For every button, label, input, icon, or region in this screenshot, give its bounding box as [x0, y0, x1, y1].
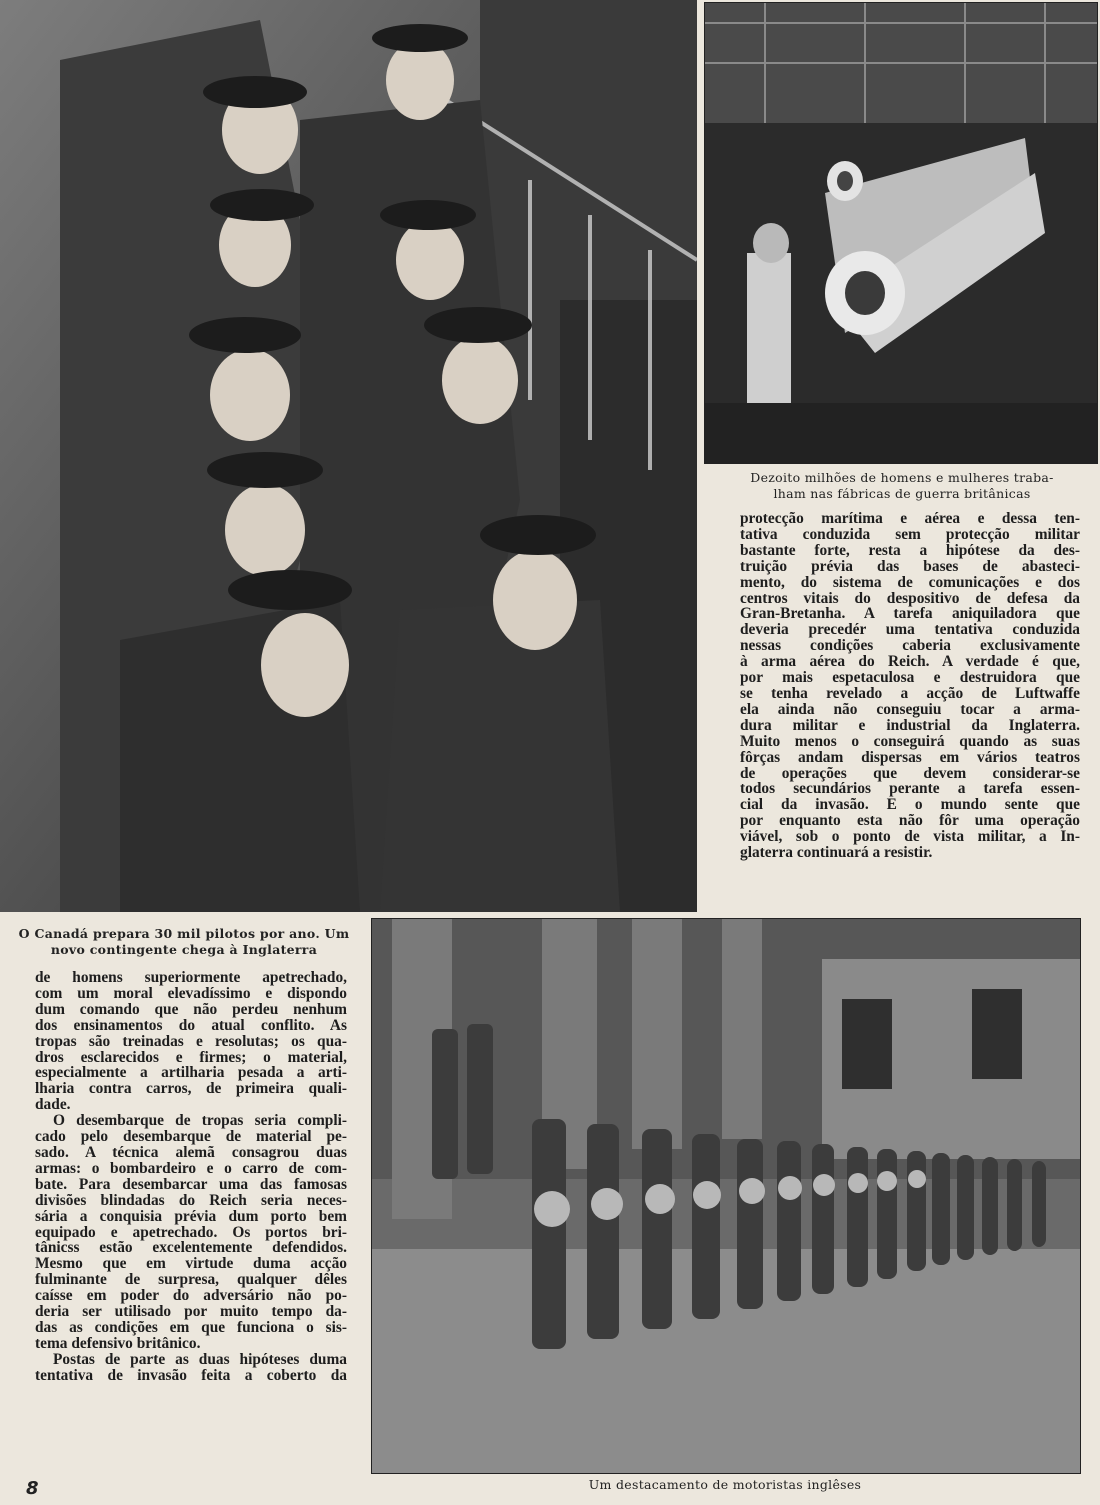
- text-line: tânicss estão excelentemente defendidos.: [35, 1239, 347, 1257]
- text-line: tropas são treinadas e resolutas; os qua-: [35, 1032, 347, 1050]
- text-line: fulminante de surpresa, qualquer dêles: [35, 1271, 347, 1289]
- text-line: dade.: [35, 1096, 71, 1114]
- text-line: sado. A técnica alemã consagrou duas: [35, 1143, 347, 1161]
- text-line: glaterra continuará a resistir.: [740, 844, 933, 862]
- text-line: de homens superiormente apetrechado,: [35, 969, 347, 986]
- text-line: armas: o bombardeiro e o carro de com-: [35, 1159, 347, 1177]
- article-paragraph: [35, 970, 347, 1113]
- text-line: dos ensinamentos do atual conflito. As: [35, 1016, 347, 1034]
- text-line: cado pelo desembarque de material pe-: [35, 1128, 347, 1146]
- article-paragraph: [740, 511, 1080, 861]
- text-line: por enquanto esta não fôr uma operação: [740, 812, 1080, 830]
- text-line: se tenha revelado a acção de Luftwaffe: [740, 684, 1080, 702]
- text-line: O desembarque de tropas seria compli-: [53, 1112, 347, 1130]
- text-line: Mesmo que em virtude duma acção: [35, 1255, 347, 1273]
- article-paragraph: [35, 1113, 347, 1352]
- text-line: fôrças andam dispersas em vários teatros: [740, 748, 1080, 766]
- text-line: caísse em poder do adversário não po-: [35, 1287, 347, 1305]
- factory-photo: [704, 2, 1098, 464]
- text-line: por mais espetaculosa e destruidora que: [740, 669, 1080, 687]
- factory-photo-caption: [712, 470, 1092, 502]
- text-line: centros vitais do despositivo de defesa da: [740, 589, 1080, 607]
- text-line: dros esclarecidos e firmes; o material,: [35, 1048, 347, 1066]
- text-line: sária a conquisia prévia dum porto bem: [35, 1207, 347, 1225]
- drivers-photo-illustration: [372, 919, 1080, 1473]
- text-line: nessas condições caberia exclusivamente: [740, 637, 1080, 655]
- caption-line: Dezoito milhões de homens e mulheres traba-: [750, 470, 1054, 485]
- text-line: deria ser utilisado por muito tempo da-: [35, 1303, 347, 1321]
- right-article-column: [740, 511, 1080, 861]
- text-line: com um moral elevadíssimo e dispondo: [35, 984, 347, 1002]
- drivers-photo-caption: Um destacamento de motoristas inglêses: [588, 1477, 862, 1492]
- text-line: ela ainda não conseguiu tocar a arma-: [740, 700, 1080, 718]
- text-line: bate. Para desembarcar uma das famosas: [35, 1175, 347, 1193]
- text-line: cial da invasão. E o mundo sente que: [740, 796, 1080, 814]
- text-line: protecção marítima e aérea e dessa ten-: [740, 510, 1080, 527]
- page-number: 8: [26, 1478, 39, 1499]
- text-line: truição prévia das bases de abasteci-: [740, 557, 1080, 575]
- text-line: bastante forte, resta a hipótese da des-: [740, 541, 1080, 559]
- text-line: deveria precedér uma tentativa conduzida: [740, 621, 1080, 639]
- text-line: de operações que devem considerar-se: [740, 764, 1080, 782]
- text-line: Postas de parte as duas hipóteses duma: [53, 1350, 347, 1368]
- text-line: Gran-Bretanha. A tarefa aniquiladora que: [740, 605, 1080, 623]
- factory-photo-illustration: [705, 3, 1097, 463]
- left-article-column: [35, 970, 347, 1384]
- caption-line: O Canadá prepara 30 mil pilotos por ano. Um: [18, 926, 350, 941]
- text-line: dura militar e industrial da Inglaterra.: [740, 716, 1080, 734]
- text-line: tentativa de invasão feita a coberto da: [35, 1366, 347, 1384]
- text-line: especialmente a artilharia pesada a arti-: [35, 1064, 347, 1082]
- pilots-photo-caption: [14, 926, 354, 958]
- text-line: à arma aérea do Reich. A verdade é que,: [740, 653, 1080, 671]
- caption-line: novo contingente chega à Inglaterra: [50, 942, 318, 957]
- text-line: equipado e apetrechado. Os portos bri-: [35, 1223, 347, 1241]
- article-paragraph: [35, 1352, 347, 1384]
- drivers-photo: [371, 918, 1081, 1474]
- text-line: mento, do sistema de comunicações e dos: [740, 573, 1080, 591]
- caption-line: lham nas fábricas de guerra britânicas: [773, 486, 1031, 501]
- text-line: tema defensivo britânico.: [35, 1334, 201, 1352]
- text-line: das as condições em que funciona o sis-: [35, 1318, 347, 1336]
- text-line: todos secundários perante a tarefa essen-: [740, 780, 1080, 798]
- text-line: viável, sob o ponto de vista militar, a In-: [740, 828, 1080, 846]
- text-line: divisões blindadas do Reich seria neces-: [35, 1191, 347, 1209]
- text-line: lharia contra carros, de primeira quali-: [35, 1080, 347, 1098]
- pilots-photo-illustration: [0, 0, 697, 912]
- pilots-photo: [0, 0, 697, 912]
- text-line: Muito menos o conseguirá quando as suas: [740, 732, 1080, 750]
- text-line: tativa conduzida sem protecção militar: [740, 525, 1080, 543]
- text-line: dum comando que não perdeu nenhum: [35, 1000, 347, 1018]
